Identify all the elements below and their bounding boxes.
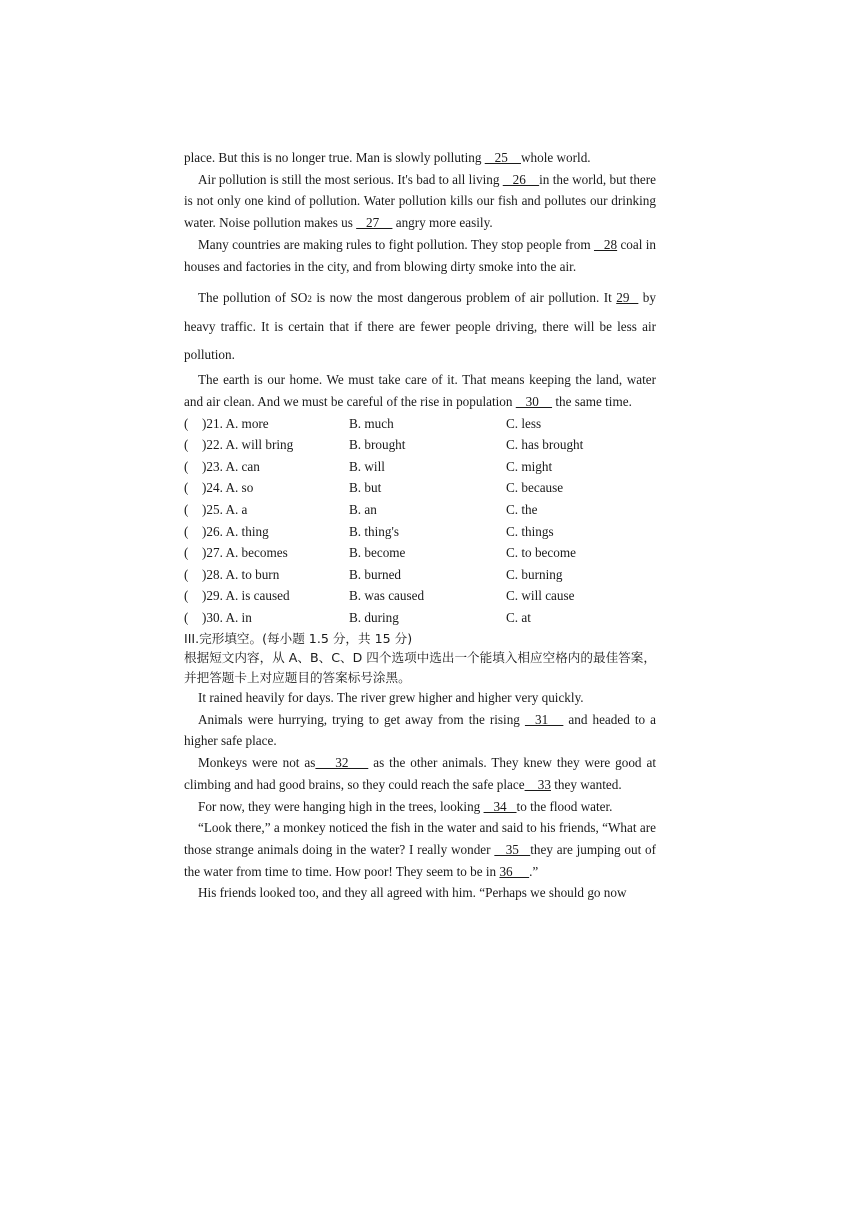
text: and headed to a higher safe place. <box>184 711 657 749</box>
option-a: )24. A. so <box>202 480 254 496</box>
option-row <box>184 607 656 629</box>
passage1-paragraph-2 <box>184 234 656 277</box>
option-c: C. burning <box>506 566 563 582</box>
text: The pollution of SO <box>198 290 308 306</box>
passage2-paragraph-2 <box>184 709 656 752</box>
passage1-paragraph-3 <box>184 284 656 369</box>
answer-paren: ( <box>184 523 189 539</box>
option-row <box>184 564 656 586</box>
text: is now the most dangerous problem of air pollution. It <box>311 290 617 306</box>
option-a: )30. A. in <box>202 609 252 625</box>
option-c: C. less <box>506 415 542 431</box>
answer-paren: ( <box>184 501 189 517</box>
blank-29: 29 <box>616 290 639 306</box>
text: to the flood water. <box>516 798 613 814</box>
option-b: B. brought <box>349 437 406 453</box>
answer-paren: ( <box>184 566 189 582</box>
option-b: B. an <box>349 501 377 517</box>
option-a: )23. A. can <box>202 458 260 474</box>
text: Monkeys were not as <box>198 755 316 771</box>
blank-26: 26 <box>502 171 540 187</box>
text: The earth is our home. We must take care of it. That means keeping the land, water and air clean. And we must be careful of the rise in population <box>184 372 656 409</box>
option-b: B. thing's <box>349 523 400 539</box>
option-b: B. but <box>349 480 382 496</box>
text: Many countries are making rules to fight pollution. They stop people from <box>198 236 594 252</box>
blank-32: 32 <box>315 755 369 771</box>
text: place. But this is no longer true. Man is slowly polluting <box>184 150 485 165</box>
text: For now, they were hanging high in the trees, looking <box>198 798 484 814</box>
blank-36: 36 <box>499 863 530 879</box>
blank-34: 34 <box>483 798 517 814</box>
option-b: B. burned <box>349 566 402 582</box>
option-b: B. much <box>349 415 394 431</box>
option-c: C. because <box>506 480 564 496</box>
option-row <box>184 585 656 607</box>
passage1-paragraph-4 <box>184 369 656 412</box>
option-b: B. will <box>349 458 385 474</box>
passage2-paragraph-1: It rained heavily for days. The river grew higher and higher very quickly. <box>198 690 584 706</box>
text: Air pollution is still the most serious. It's bad to all living <box>198 171 503 187</box>
option-c: C. things <box>506 523 554 539</box>
option-a: )22. A. will bring <box>202 437 294 453</box>
option-row <box>184 521 656 543</box>
option-a: )25. A. a <box>202 501 248 517</box>
text: Animals were hurrying, trying to get away from the rising <box>198 711 525 727</box>
text: as the other animals. They knew they were good at climbing and had good brains, so they could reach the safe place <box>184 755 657 792</box>
text: coal in houses and factories in the city, and from blowing dirty smoke into the air. <box>184 236 656 274</box>
passage2-paragraph-3 <box>184 752 656 795</box>
option-a: )26. A. thing <box>202 523 269 539</box>
option-c: C. the <box>506 501 538 517</box>
text: they wanted. <box>550 776 622 792</box>
section3-heading: III.完形填空。(每小题 1.5 分，共 15 分) <box>184 630 413 646</box>
answer-paren: ( <box>184 545 189 561</box>
option-a: )29. A. is caused <box>202 588 290 604</box>
option-b: B. during <box>349 609 399 625</box>
answer-paren: ( <box>184 458 189 474</box>
option-row <box>184 434 656 456</box>
blank-25: 25 <box>484 150 521 165</box>
answer-paren: ( <box>184 415 189 431</box>
text: “Look there,” a monkey noticed the fish in the water and said to his friends, “What are those strange animals doing in the water? I really wonder <box>184 820 656 857</box>
subscript: 2 <box>307 294 312 305</box>
text: angry more easily. <box>392 215 493 231</box>
option-b: B. become <box>349 545 406 561</box>
option-row <box>184 413 656 435</box>
blank-28: 28 <box>593 236 618 252</box>
blank-30: 30 <box>515 393 553 409</box>
passage1-paragraph-1 <box>184 169 656 234</box>
text: .” <box>529 863 539 879</box>
option-c: C. at <box>506 609 531 625</box>
text: they are jumping out of the water from time to time. How poor! They seem to be in <box>184 841 656 879</box>
text: in the world, but there is not only one kind of pollution. Water pollution kills our fish and pollutes our drinking water. Noise pollution makes us <box>184 171 657 231</box>
option-row <box>184 542 656 564</box>
passage1-paragraph-0 <box>184 147 656 169</box>
options-list <box>184 413 656 629</box>
passage2-paragraph-4 <box>184 796 656 818</box>
text: the same time. <box>552 393 632 409</box>
text: by heavy traffic. It is certain that if there are fewer people driving, there will be less air pollution. <box>184 290 656 363</box>
option-row <box>184 499 656 521</box>
passage2-paragraph-6: His friends looked too, and they all agreed with him. “Perhaps we should go now <box>198 885 627 901</box>
option-a: )21. A. more <box>202 415 269 431</box>
answer-paren: ( <box>184 609 189 625</box>
option-row <box>184 477 656 499</box>
blank-31: 31 <box>524 711 564 727</box>
option-row <box>184 456 656 478</box>
option-c: C. to become <box>506 545 576 561</box>
blank-27: 27 <box>356 215 393 231</box>
blank-35: 35 <box>494 841 531 857</box>
option-a: )28. A. to burn <box>202 566 280 582</box>
document-content <box>184 147 656 904</box>
section3-instruction: 根据短文内容，从 A、B、C、D 四个选项中选出一个能填入相应空格内的最佳答案，并把答题卡上对应题目的答案标号涂黑。 <box>184 650 656 685</box>
answer-paren: ( <box>184 588 189 604</box>
option-c: C. might <box>506 458 553 474</box>
passage2-paragraph-5 <box>184 817 656 882</box>
option-b: B. was caused <box>349 588 425 604</box>
option-c: C. has brought <box>506 437 584 453</box>
answer-paren: ( <box>184 437 189 453</box>
option-c: C. will cause <box>506 588 575 604</box>
text: whole world. <box>521 150 591 165</box>
blank-33: 33 <box>524 776 551 792</box>
option-a: )27. A. becomes <box>202 545 288 561</box>
answer-paren: ( <box>184 480 189 496</box>
